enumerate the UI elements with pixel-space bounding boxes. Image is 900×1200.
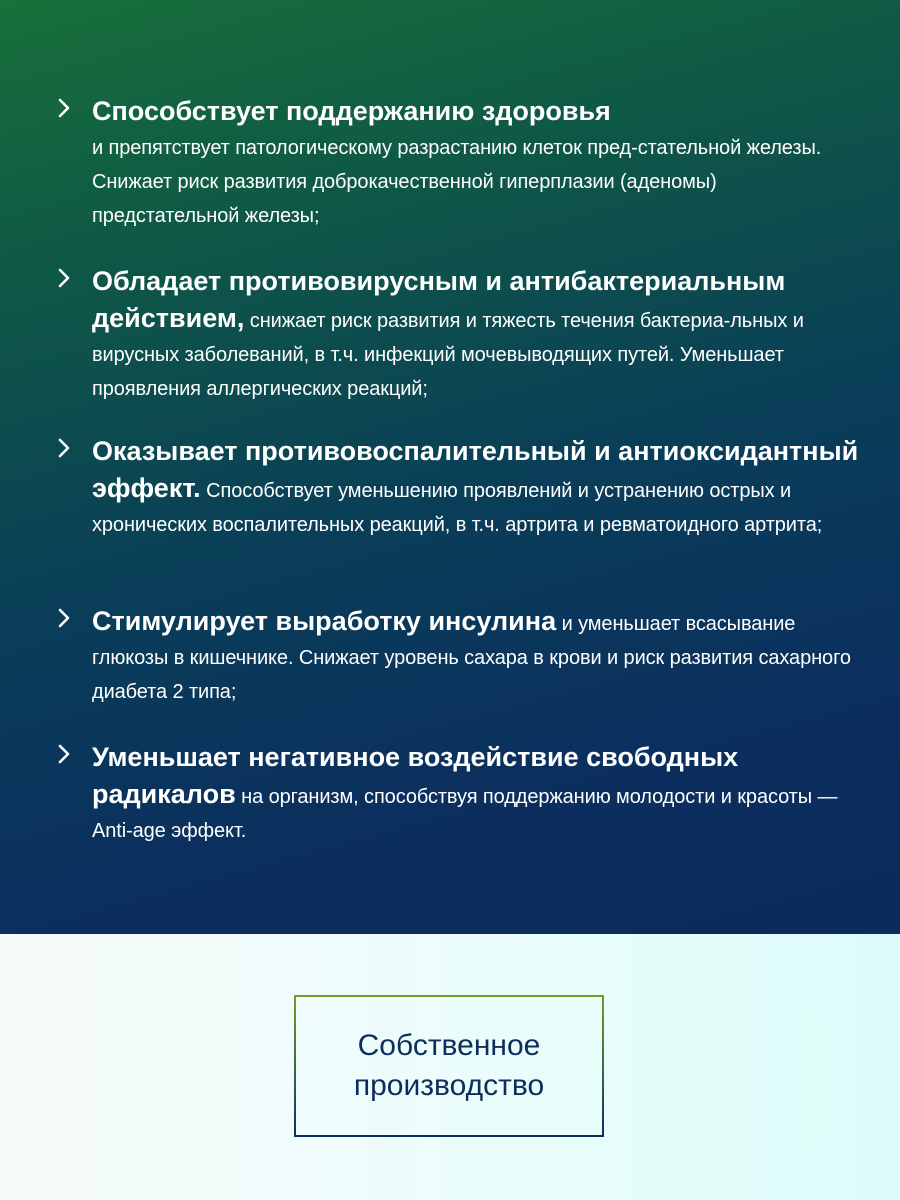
badge-line-1: Собственное — [357, 1029, 541, 1062]
chevron-right-icon — [52, 606, 76, 630]
benefit-description: и препятствует патологическому разрастанию клеток пред-стательной железы. Снижает риск развития доброкачественной гиперплазии (аденомы) предстательной железы; — [92, 137, 822, 227]
benefit-lead: Уменьшает негативное воздействие свободных радикалов — [92, 742, 739, 809]
chevron-right-icon — [52, 96, 76, 120]
chevron-right-icon — [52, 266, 76, 290]
badge-line-2: производство — [353, 1069, 545, 1102]
own-production-badge — [294, 995, 604, 1137]
benefit-lead: Стимулирует выработку инсулина — [92, 606, 557, 636]
benefit-text — [92, 604, 860, 709]
chevron-right-icon — [52, 436, 76, 460]
benefit-text — [92, 740, 860, 848]
benefit-text — [92, 434, 860, 542]
benefit-description: снижает риск развития и тяжесть течения бактериа-льных и вирусных заболеваний, в т.ч. инфекций мочевыводящих путей. Уменьшает проявления аллергических реакций; — [92, 310, 804, 400]
chevron-right-icon — [52, 742, 76, 766]
benefit-lead: Оказывает противовоспалительный и антиоксидантный эффект. — [92, 436, 859, 503]
benefit-description: Способствует уменьшению проявлений и устранению острых и хронических воспалительных реакций, в т.ч. артрита и ревматоидного артрита; — [92, 480, 823, 536]
benefit-lead: Способствует поддержанию здоровья — [92, 96, 611, 126]
benefit-description: на организм, способствуя поддержанию молодости и красоты — Anti-age эффект. — [92, 786, 838, 842]
benefit-lead: Обладает противовирусным и антибактериальным действием, — [92, 266, 786, 333]
benefit-text — [92, 264, 860, 406]
benefit-text — [92, 94, 860, 233]
production-panel — [0, 934, 900, 1200]
benefit-description: и уменьшает всасывание глюкозы в кишечнике. Снижает уровень сахара в крови и риск развития сахарного диабета 2 типа; — [92, 613, 851, 703]
